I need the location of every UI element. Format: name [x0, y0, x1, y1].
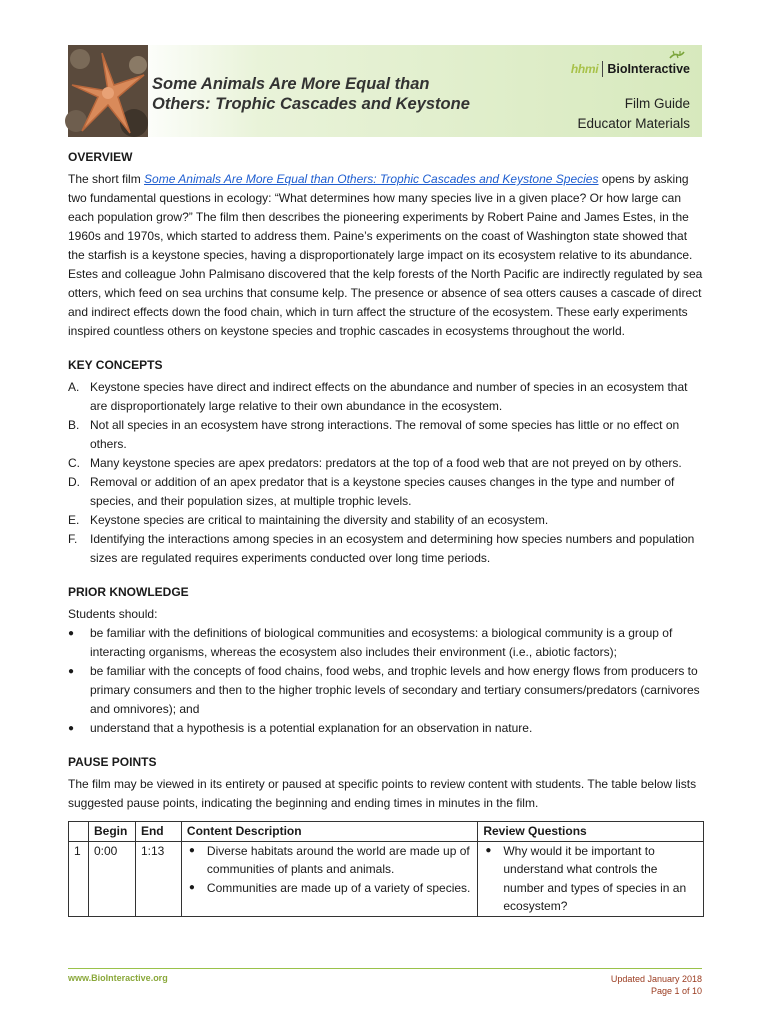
overview-paragraph: [68, 170, 704, 341]
list-item-text: be familiar with the definitions of biological communities and ecosystems: a biological community is a group of interacting organisms, whereas the ecosystem also includes their environment (i.e., abiotic factors);: [90, 626, 673, 659]
column-header: Review Questions: [478, 822, 704, 842]
page-number: Page 1 of 10: [650, 986, 702, 996]
review-question: Why would it be important to understand what controls the number and types of species in an ecosystem?: [503, 843, 687, 913]
bullet-icon: ●: [188, 881, 195, 893]
film-guide-line: Film Guide: [624, 96, 690, 111]
list-item: [187, 879, 472, 898]
list-item: [68, 530, 704, 568]
list-item: [68, 719, 704, 738]
table-header-row: [69, 822, 704, 842]
list-marker: B.: [68, 418, 80, 432]
title-line-1: Some Animals Are More Equal than: [152, 75, 430, 93]
list-item-text: Not all species in an ecosystem have strong interactions. The removal of some species has little or no effect on others.: [90, 418, 680, 451]
website-url: www.BioInteractive.org: [68, 973, 168, 983]
list-item-text: Keystone species have direct and indirect effects on the abundance and number of species in an ecosystem that are disproportionately large relative to their own abundance in the ecosystem.: [90, 380, 688, 413]
list-item: [187, 842, 472, 879]
key-concepts-list: [68, 378, 704, 568]
column-header: [69, 822, 89, 842]
list-marker: E.: [68, 513, 80, 527]
bullet-icon: ●: [68, 666, 75, 677]
overview-heading: OVERVIEW: [68, 150, 133, 164]
starfish-photo: [68, 45, 148, 137]
key-concepts-heading: KEY CONCEPTS: [68, 358, 163, 372]
key-concepts-section: [68, 356, 704, 568]
pause-points-section: [68, 753, 704, 913]
review-questions-cell: [478, 841, 704, 916]
list-item: [68, 454, 704, 473]
pause-points-heading: PAUSE POINTS: [68, 755, 157, 769]
list-item-text: understand that a hypothesis is a potential explanation for an observation in nature.: [90, 721, 533, 735]
film-title-link[interactable]: Some Animals Are More Equal than Others: Trophic Cascades and Keystone Species: [144, 172, 599, 186]
bullet-icon: ●: [188, 844, 195, 856]
bullet-icon: ●: [485, 844, 492, 856]
list-item: [68, 624, 704, 662]
educator-materials-line: Educator Materials: [577, 116, 690, 131]
list-item-text: Identifying the interactions among species in an ecosystem and determining how species numbers and population sizes are regulated requires experiments conducted over long time periods.: [90, 532, 695, 565]
list-item: [68, 662, 704, 719]
biointeractive-logo-text: BioInteractive: [607, 62, 690, 76]
updated-date: Updated January 2018: [610, 974, 702, 984]
overview-intro: The short film: [68, 172, 145, 186]
content-description-cell: [181, 841, 477, 916]
column-header: End: [135, 822, 181, 842]
prior-knowledge-heading: PRIOR KNOWLEDGE: [68, 585, 189, 599]
column-header: Begin: [88, 822, 135, 842]
prior-knowledge-lead: Students should:: [68, 607, 158, 621]
document-header: [68, 45, 702, 137]
list-item-text: Removal or addition of an apex predator that is a keystone species causes changes in the type and number of species, and their population sizes, at multiple trophic levels.: [90, 475, 675, 508]
list-item-text: Many keystone species are apex predators: predators at the top of a food web that are not preyed on by others.: [90, 456, 682, 470]
overview-section: [68, 148, 704, 341]
list-marker: D.: [68, 475, 80, 489]
overview-text: opens by asking two fundamental questions in ecology: “What determines how many species live in a given place? Or how large can each population grow?” The film then describes the pioneering experiments by Robert Paine and James Estes, in the 1960s and 1970s, which started to address them. Paine’s experiments on the coast of Washington state showed that the starfish is a keystone species, having a disproportionately large impact on its ecosystem relative to its abundance. Estes and colleague John Palmisano discovered that the kelp forests of the North Pacific are indirectly regulated by sea otters, which feed on sea urchins that consume kelp. The presence or absence of sea otters causes a cascade of direct and indirect effects down the food chain, which in turn affect the structure of the ecosystem. These early experiments inspired countless others on keystone species and trophic cascades in ecosystems throughout the world.: [68, 172, 703, 338]
list-item: [68, 416, 704, 454]
end-time: 1:13: [135, 841, 181, 916]
prior-knowledge-list: [68, 624, 704, 738]
content-description: Communities are made up of a variety of species.: [206, 880, 471, 895]
list-item-text: be familiar with the concepts of food chains, food webs, and trophic levels and how energy flows from producers to primary consumers and then to the higher trophic levels of secondary and tertiary consumers/predators (carnivores and omnivores); and: [90, 664, 700, 716]
list-item: [68, 511, 704, 530]
begin-time: 0:00: [88, 841, 135, 916]
list-marker: F.: [68, 532, 78, 546]
hhmi-logo-text: hhmi: [570, 62, 599, 76]
pause-points-table: [68, 821, 704, 917]
row-number: 1: [69, 841, 89, 916]
document-body: [68, 148, 704, 924]
list-item-text: Keystone species are critical to maintaining the diversity and stability of an ecosystem.: [90, 513, 549, 527]
list-item: [68, 473, 704, 511]
biointeractive-logo: [571, 59, 690, 79]
bullet-icon: ●: [68, 723, 75, 734]
list-item: [68, 378, 704, 416]
pause-points-table-wrapper: [68, 821, 704, 913]
column-header: Content Description: [181, 822, 477, 842]
document-title: [152, 74, 472, 114]
logo-divider: [602, 61, 603, 77]
content-description: Diverse habitats around the world are made up of communities of plants and animals.: [206, 843, 470, 876]
document-footer: [68, 968, 702, 996]
list-marker: C.: [68, 456, 80, 470]
footer-meta: [611, 973, 702, 997]
gecko-icon: [668, 49, 686, 61]
table-row: [69, 841, 704, 916]
prior-knowledge-section: [68, 583, 704, 738]
film-guide-label: [577, 94, 690, 134]
pause-points-paragraph: The film may be viewed in its entirety or paused at specific points to review content with students. The table below lists suggested pause points, indicating the beginning and ending times in minutes in the film.: [68, 777, 697, 810]
list-marker: A.: [68, 380, 80, 394]
bullet-icon: ●: [68, 628, 75, 639]
title-line-2: Others: Trophic Cascades and Keystone: [152, 95, 470, 113]
list-item: [483, 842, 698, 916]
